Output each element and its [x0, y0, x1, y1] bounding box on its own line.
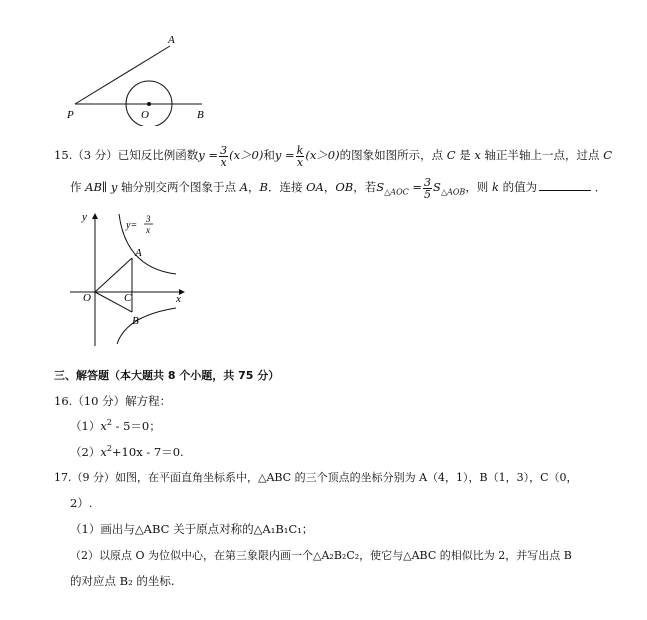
q15-fraction-3-over-x — [219, 145, 228, 168]
q15-y-eq-2: y = — [274, 148, 295, 162]
curve-label-y-eq: y= — [126, 220, 138, 231]
q16-part-1 — [70, 418, 161, 434]
q15-sub-aoc: △AOC — [384, 187, 409, 197]
q17-part-3: 的对应点 B₂ 的坐标. — [70, 574, 175, 588]
q16-part-2 — [70, 444, 184, 460]
q15-frac2-den: x — [296, 155, 304, 169]
label-o-graph: O — [83, 292, 91, 304]
q15-text-1: 已知反比例函数 — [117, 148, 199, 162]
label-a-graph: A — [135, 247, 142, 259]
q15-b: B — [259, 180, 268, 194]
q15-point-c-2: C — [603, 148, 613, 162]
curve-k-over-x — [117, 308, 176, 344]
q17-part-2: （2）以原点 O 为位似中心，在第三象限内画一个△A₂B₂C₂，使它与△ABC 的相似比为 2，并写出点 B — [70, 549, 572, 562]
answer-blank — [539, 180, 591, 191]
q15-number: 15. — [54, 148, 73, 162]
q15-cond-1: (x＞0) — [229, 148, 264, 162]
q16-p2-x: x — [100, 445, 107, 459]
q16-heading: 16.（10 分）解方程： — [54, 394, 172, 408]
curve-label-den: x — [146, 225, 150, 235]
q15-sep-1: ， — [248, 180, 260, 194]
q15-fraction-k-over-x — [296, 145, 305, 168]
q15-frac3-den: 5 — [424, 187, 432, 201]
q15-text-5: 作 — [70, 180, 82, 194]
label-b-graph: B — [132, 315, 139, 327]
section-heading: 三、解答题（本大题共 8 个小题，共 75 分） — [54, 369, 280, 382]
label-p: P — [67, 109, 74, 121]
q16-p2-sup: 2 — [106, 444, 112, 454]
q15-frac3-num: 3 — [424, 175, 432, 189]
q15-s-aoc: S — [376, 180, 385, 194]
q16-p1-prefix: （1） — [70, 419, 101, 433]
q15-x: x — [474, 148, 481, 162]
figure-circle-tangent — [62, 30, 222, 126]
q15-text-6: 轴分别交两个图象于点 — [121, 180, 237, 194]
q15-y-eq-1: y = — [198, 148, 219, 162]
q15-and: 和 — [263, 148, 275, 162]
q15-text-8: ，若 — [353, 180, 377, 194]
q15-k: k — [491, 180, 499, 194]
q15-text-7: ．连接 — [267, 180, 303, 194]
q15-line-2 — [70, 172, 606, 202]
q15-score: （3 分） — [72, 148, 118, 162]
q15-text-2: 的图象如图所示，点 — [339, 148, 444, 162]
segment-oa — [95, 258, 132, 292]
q15-equals: = — [412, 180, 423, 194]
q15-frac2-num: k — [296, 143, 304, 157]
q15-end: ． — [594, 180, 607, 194]
figure-inverse-proportion — [64, 208, 194, 348]
ray-pa — [75, 46, 170, 104]
label-b: B — [197, 109, 204, 121]
q15-ob: OB — [335, 180, 354, 194]
q15-a: A — [239, 180, 249, 194]
q16-p1-rest: - 5＝0； — [111, 419, 161, 433]
label-o: O — [141, 109, 149, 121]
q15-text-4: 轴正半轴上一点，过点 — [484, 148, 600, 162]
q17-continuation: 2）. — [70, 496, 93, 510]
q15-line-1 — [54, 140, 612, 170]
q15-sub-aob: △AOB — [440, 187, 466, 197]
q15-sep-2: ， — [323, 180, 336, 194]
q15-text-3: 是 — [459, 148, 471, 162]
q15-frac1-num: 3 — [220, 143, 228, 157]
q17-part-1: （1）画出与△ABC 关于原点对称的△A₁B₁C₁； — [70, 522, 314, 536]
q16-p1-x: x — [100, 419, 107, 433]
q16-p1-sup: 2 — [106, 418, 112, 428]
q15-parallel-y: ∥ y — [101, 180, 118, 194]
q15-point-c: C — [446, 148, 456, 162]
curve-label-num: 3 — [146, 214, 151, 224]
axis-label-x: x — [176, 293, 181, 305]
q15-text-9: ，则 — [465, 180, 489, 194]
q16-p2-rest: +10x - 7＝0. — [111, 445, 184, 459]
q15-fraction-3-over-5 — [423, 177, 432, 200]
q15-s-aob: S — [433, 180, 441, 194]
q15-cond-2: (x＞0) — [305, 148, 340, 162]
q15-frac1-den: x — [220, 155, 227, 169]
q16-p2-prefix: （2） — [70, 445, 101, 459]
center-dot — [147, 102, 151, 106]
q17-heading: 17.（9 分）如图，在平面直角坐标系中，△ABC 的三个顶点的坐标分别为 A（4，1），B（1，3），C（0， — [54, 471, 578, 484]
q15-oa: OA — [306, 180, 324, 194]
label-a: A — [168, 34, 175, 46]
q15-text-10: 的值为 — [502, 180, 538, 194]
axis-label-y: y — [82, 211, 87, 223]
label-c-graph: C — [124, 292, 132, 304]
q15-ab: AB — [85, 180, 102, 194]
